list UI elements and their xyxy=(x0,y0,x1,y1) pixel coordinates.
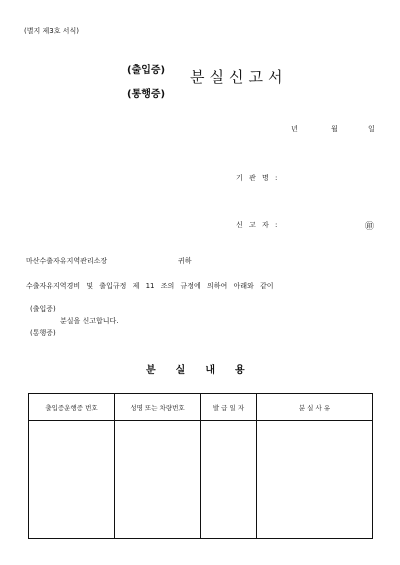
date-year-label: 년 xyxy=(291,125,298,133)
form-number-label: (별지 제3호 서식) xyxy=(24,27,79,35)
cell-loss-reason[interactable] xyxy=(257,421,373,539)
loss-report-statement: 분실을 신고합니다. xyxy=(60,317,119,325)
entry-pass-choice: (출입증) xyxy=(30,305,56,313)
cell-pass-number[interactable] xyxy=(29,421,115,539)
cell-issue-date[interactable] xyxy=(201,421,257,539)
reporter-label: 신 고 자 : xyxy=(236,221,280,229)
header-name-or-plate: 성명 또는 차량번호 xyxy=(115,394,201,421)
honorific: 귀하 xyxy=(178,257,192,265)
loss-details-table xyxy=(28,393,373,539)
date-day-label: 일 xyxy=(368,125,375,133)
header-loss-reason: 분 실 사 유 xyxy=(257,394,373,421)
cell-name-or-plate[interactable] xyxy=(115,421,201,539)
date-month-label: 월 xyxy=(331,125,338,133)
transit-pass-option: (통행증) xyxy=(127,89,166,100)
body-text: 수출자유지역경비 및 출입규정 제 11 조의 규정에 의하여 아래와 같이 xyxy=(26,282,274,290)
transit-pass-choice: (통행증) xyxy=(30,329,56,337)
section-title: 분실내용 xyxy=(146,365,265,376)
header-pass-number: 출입증운행증 번호 xyxy=(29,394,115,421)
table-header-row xyxy=(29,394,373,421)
seal-icon: ㊞ xyxy=(365,222,375,232)
document-title: 분실신고서 xyxy=(190,68,288,86)
recipient-name: 마산수출자유지역관리소장 xyxy=(26,257,108,265)
header-issue-date: 발 급 일 자 xyxy=(201,394,257,421)
table-row xyxy=(29,421,373,539)
organization-label: 기 관 명 : xyxy=(236,174,280,182)
entry-pass-option: (출입증) xyxy=(127,65,166,76)
